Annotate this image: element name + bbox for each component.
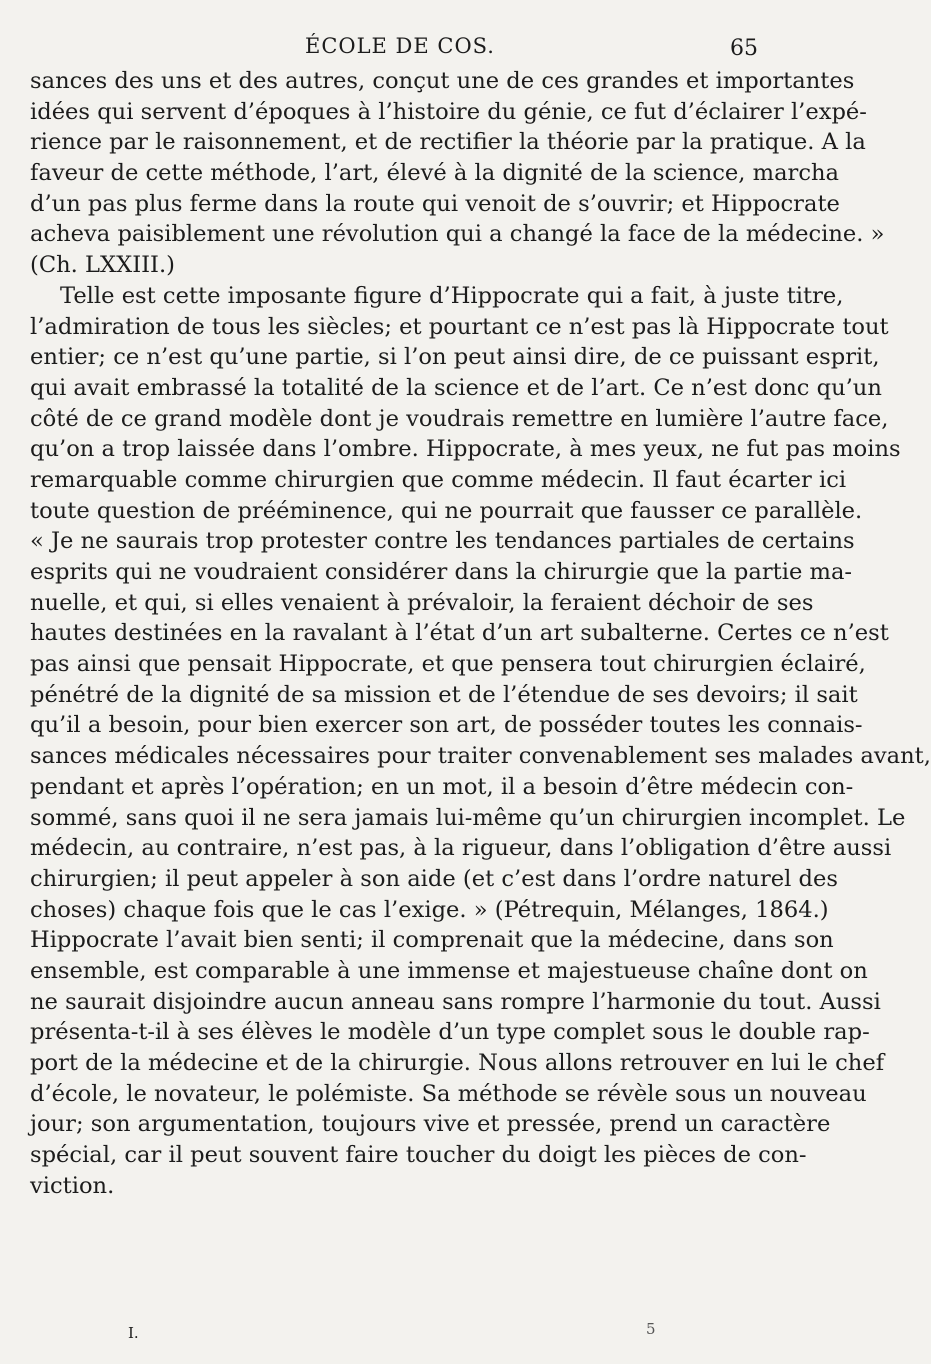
page-header bbox=[0, 34, 800, 68]
text-line: pénétré de la dignité de sa mission et de l’étendue de ses devoirs; il sait bbox=[30, 681, 858, 708]
page-number: 65 bbox=[730, 36, 758, 61]
text-line: « Je ne saurais trop protester contre les tendances partiales de certains bbox=[30, 528, 855, 555]
text-line: spécial, car il peut souvent faire toucher du doigt les pièces de con- bbox=[30, 1142, 807, 1169]
text-line: sances médicales nécessaires pour traiter convenablement ses malades avant, bbox=[30, 743, 931, 770]
text-line: nuelle, et qui, si elles venaient à prévaloir, la feraient déchoir de ses bbox=[30, 589, 814, 616]
text-line: pas ainsi que pensait Hippocrate, et que pensera tout chirurgien éclairé, bbox=[30, 651, 866, 678]
text-line: côté de ce grand modèle dont je voudrais remettre en lumière l’autre face, bbox=[30, 405, 889, 432]
text-line: toute question de prééminence, qui ne pourrait que fausser ce parallèle. bbox=[30, 497, 863, 524]
text-line: qu’on a trop laissée dans l’ombre. Hippocrate, à mes yeux, ne fut pas moins bbox=[30, 436, 901, 463]
text-line: qui avait embrassé la totalité de la science et de l’art. Ce n’est donc qu’un bbox=[30, 374, 882, 401]
text-line: idées qui servent d’époques à l’histoire du génie, ce fut d’éclairer l’expé- bbox=[30, 98, 867, 125]
text-line: ne saurait disjoindre aucun anneau sans rompre l’harmonie du tout. Aussi bbox=[30, 988, 881, 1015]
text-line: qu’il a besoin, pour bien exercer son art, de posséder toutes les connais- bbox=[30, 712, 863, 739]
running-title: ÉCOLE DE COS. bbox=[304, 34, 495, 58]
text-line: rience par le raisonnement, et de rectifier la théorie par la pratique. A la bbox=[30, 129, 866, 156]
signature-mark: I. bbox=[128, 1324, 139, 1342]
text-line: pendant et après l’opération; en un mot, il a besoin d’être médecin con- bbox=[30, 773, 854, 800]
text-line: sommé, sans quoi il ne sera jamais lui-même qu’un chirurgien incomplet. Le bbox=[30, 804, 906, 831]
footer-mark: 5 bbox=[646, 1320, 656, 1338]
text-line: entier; ce n’est qu’une partie, si l’on peut ainsi dire, de ce puissant esprit, bbox=[30, 344, 880, 371]
text-line: jour; son argumentation, toujours vive et pressée, prend un caractère bbox=[30, 1111, 831, 1138]
text-line: d’école, le novateur, le polémiste. Sa méthode se révèle sous un nouveau bbox=[30, 1080, 867, 1107]
text-line: d’un pas plus ferme dans la route qui venoit de s’ouvrir; et Hippocrate bbox=[30, 190, 840, 217]
text-line: esprits qui ne voudraient considérer dans la chirurgie que la partie ma- bbox=[30, 559, 853, 585]
text-line: faveur de cette méthode, l’art, élevé à la dignité de la science, marcha bbox=[30, 160, 840, 187]
text-line: médecin, au contraire, n’est pas, à la rigueur, dans l’obligation d’être aussi bbox=[30, 835, 892, 862]
body-text bbox=[30, 66, 931, 1201]
text-line: acheva paisiblement une révolution qui a changé la face de la médecine. » bbox=[30, 221, 885, 248]
text-line: port de la médecine et de la chirurgie. Nous allons retrouver en lui le chef bbox=[30, 1050, 885, 1076]
text-line: choses) chaque fois que le cas l’exige. » (Pétrequin, Mélanges, 1864.) bbox=[30, 896, 829, 923]
text-line: présenta-t-il à ses élèves le modèle d’un type complet sous le double rap- bbox=[30, 1019, 870, 1046]
text-line: hautes destinées en la ravalant à l’état d’un art subalterne. Certes ce n’est bbox=[30, 620, 889, 647]
text-line: remarquable comme chirurgien que comme médecin. Il faut écarter ici bbox=[30, 466, 847, 493]
text-line: l’admiration de tous les siècles; et pourtant ce n’est pas là Hippocrate tout bbox=[30, 313, 889, 340]
text-line: Telle est cette imposante figure d’Hippocrate qui a fait, à juste titre, bbox=[60, 282, 844, 309]
text-line: viction. bbox=[30, 1172, 115, 1199]
text-line: Hippocrate l’avait bien senti; il comprenait que la médecine, dans son bbox=[30, 927, 834, 954]
text-line: chirurgien; il peut appeler à son aide (et c’est dans l’ordre naturel des bbox=[30, 865, 838, 892]
text-line: (Ch. LXXIII.) bbox=[30, 252, 175, 279]
text-line: ensemble, est comparable à une immense et majestueuse chaîne dont on bbox=[30, 957, 868, 984]
text-line: sances des uns et des autres, conçut une de ces grandes et importantes bbox=[30, 68, 855, 94]
